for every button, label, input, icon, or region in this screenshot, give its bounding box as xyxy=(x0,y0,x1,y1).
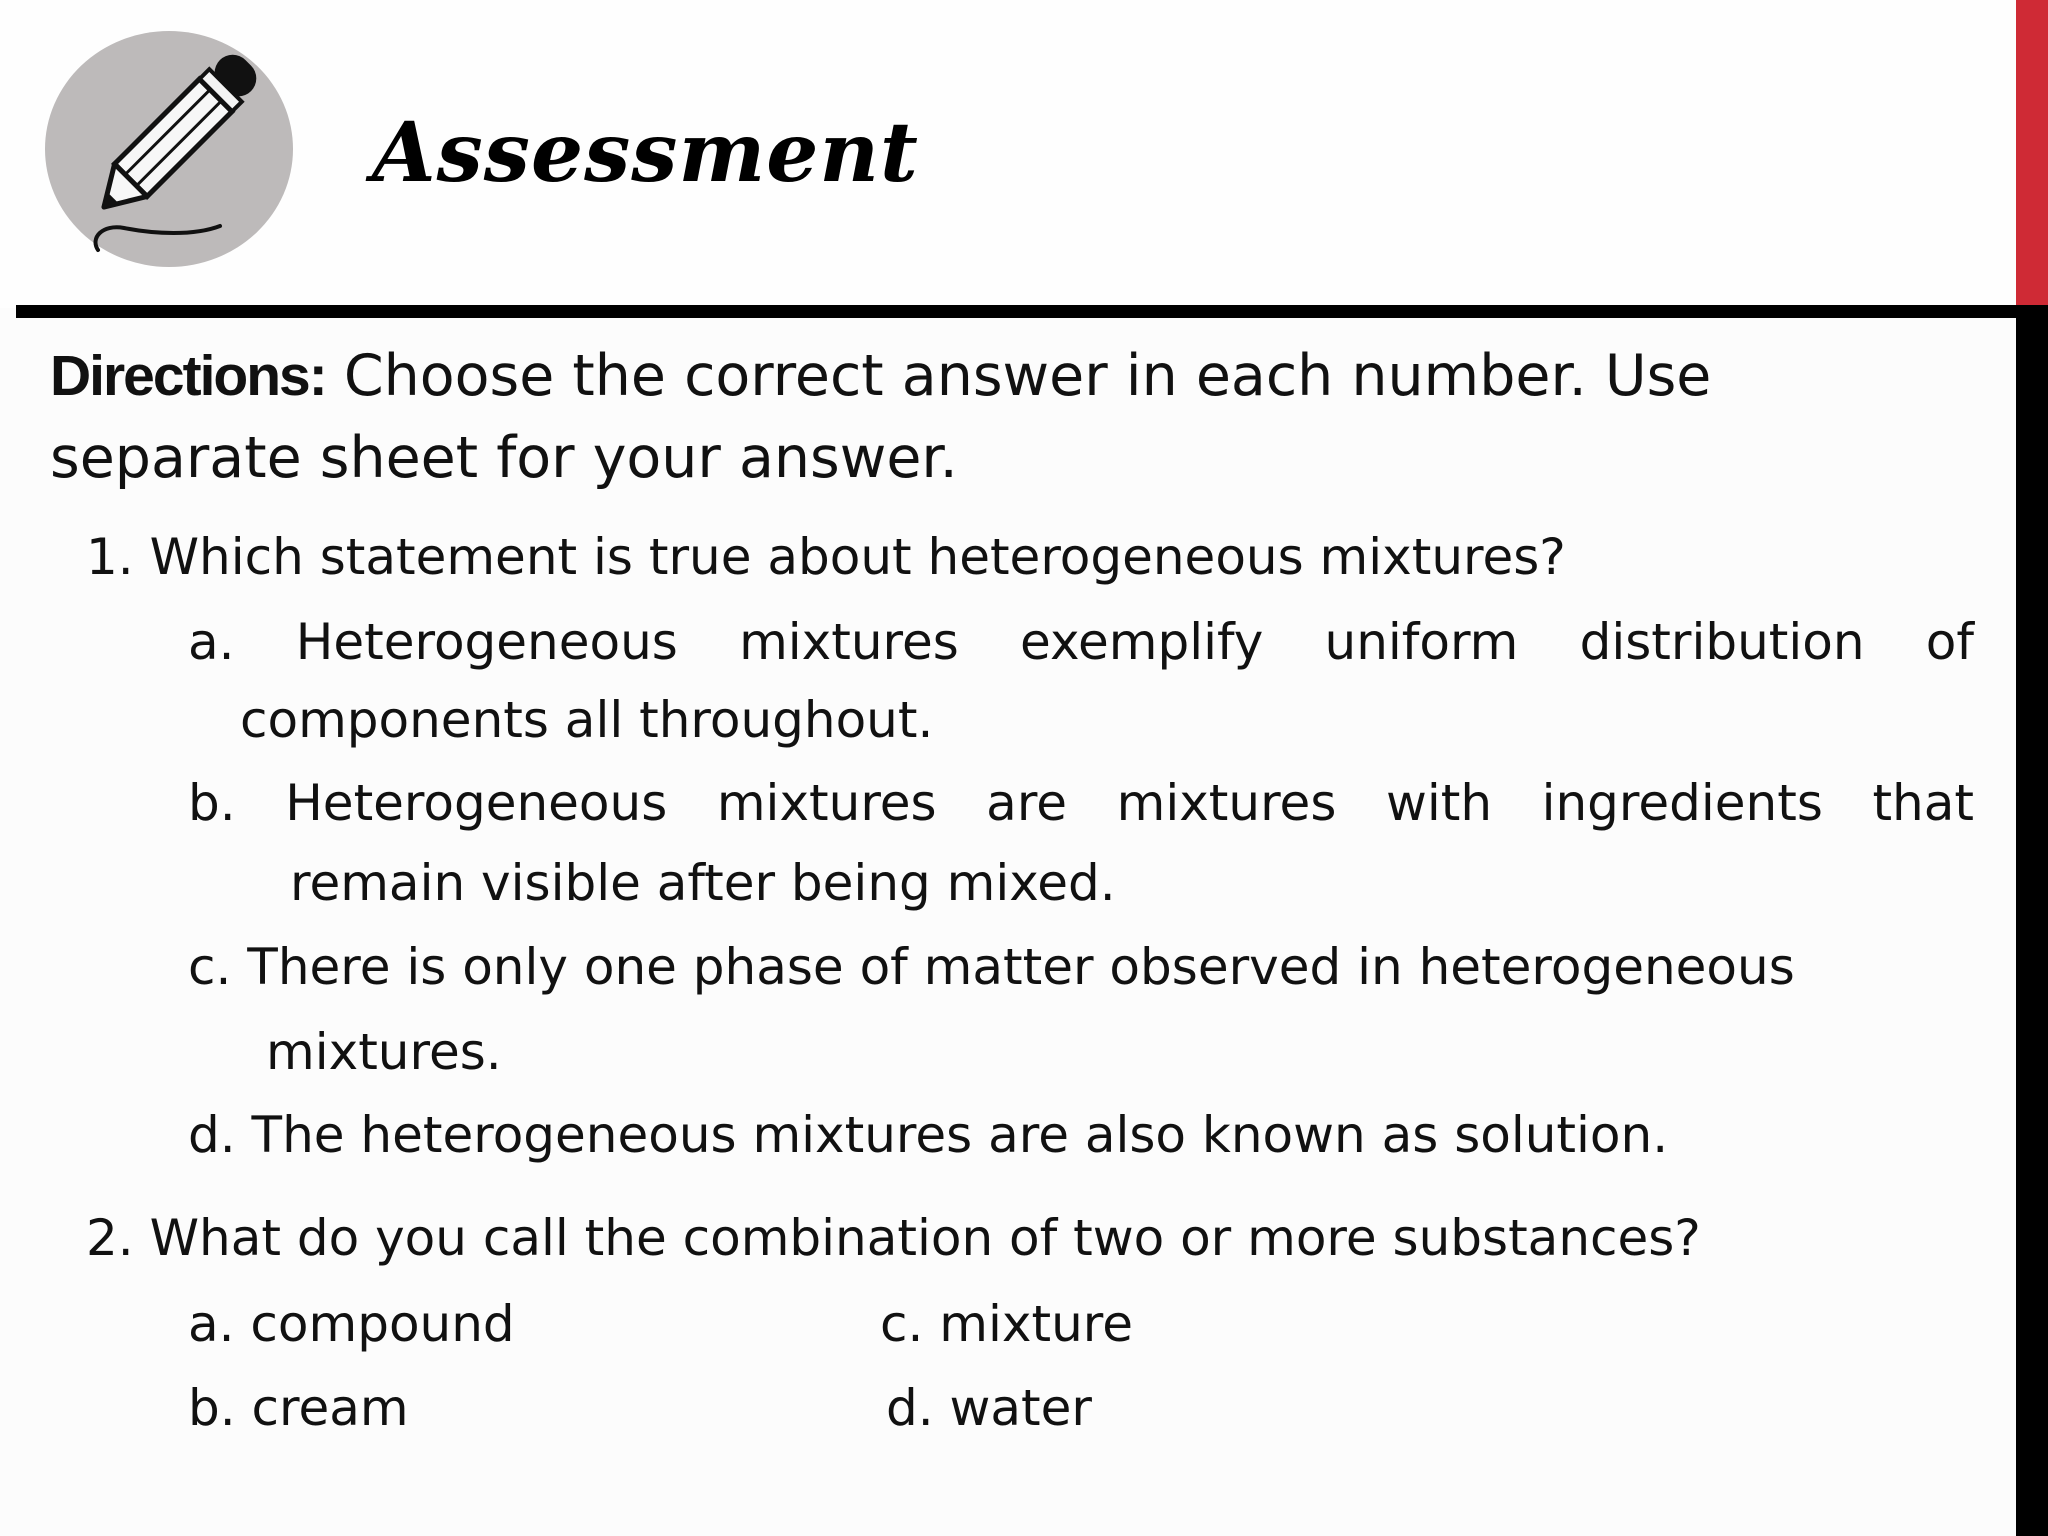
header-band xyxy=(0,0,2016,308)
question-1-option-a-line-2: components all throughout. xyxy=(240,691,934,749)
directions-line-1 xyxy=(50,335,1990,417)
question-1-option-b-line-2: remain visible after being mixed. xyxy=(290,854,1116,912)
question-2-stem: 2. What do you call the combination of two or more substances? xyxy=(86,1209,1701,1267)
question-1-option-d: d. The heterogeneous mixtures are also known as solution. xyxy=(188,1106,1669,1164)
directions-text: Choose the correct answer in each number. Use xyxy=(325,343,1712,409)
question-2-option-c: c. mixture xyxy=(880,1295,1133,1353)
question-1-stem: 1. Which statement is true about heterogeneous mixtures? xyxy=(86,528,1566,586)
question-2-option-d: d. water xyxy=(886,1379,1092,1437)
question-2-option-a: a. compound xyxy=(188,1295,515,1353)
question-1-option-c-line-1: c. There is only one phase of matter observed in heterogeneous xyxy=(188,938,1795,996)
slide-title: Assessment xyxy=(372,105,919,201)
directions xyxy=(50,335,1990,499)
directions-line-2: separate sheet for your answer. xyxy=(50,425,958,491)
directions-label: Directions: xyxy=(50,344,326,408)
accent-bar-black xyxy=(2016,308,2048,1536)
question-1-option-a-line-1: a. Heterogeneous mixtures exemplify uniform distribution of xyxy=(188,613,1974,671)
header-divider xyxy=(16,305,2048,318)
question-1-option-b-line-1: b. Heterogeneous mixtures are mixtures with ingredients that xyxy=(188,774,1974,832)
question-1-option-c-line-2: mixtures. xyxy=(266,1023,502,1081)
pencil-icon xyxy=(44,30,294,268)
accent-bar-red xyxy=(2016,0,2048,308)
question-2-option-b: b. cream xyxy=(188,1379,409,1437)
